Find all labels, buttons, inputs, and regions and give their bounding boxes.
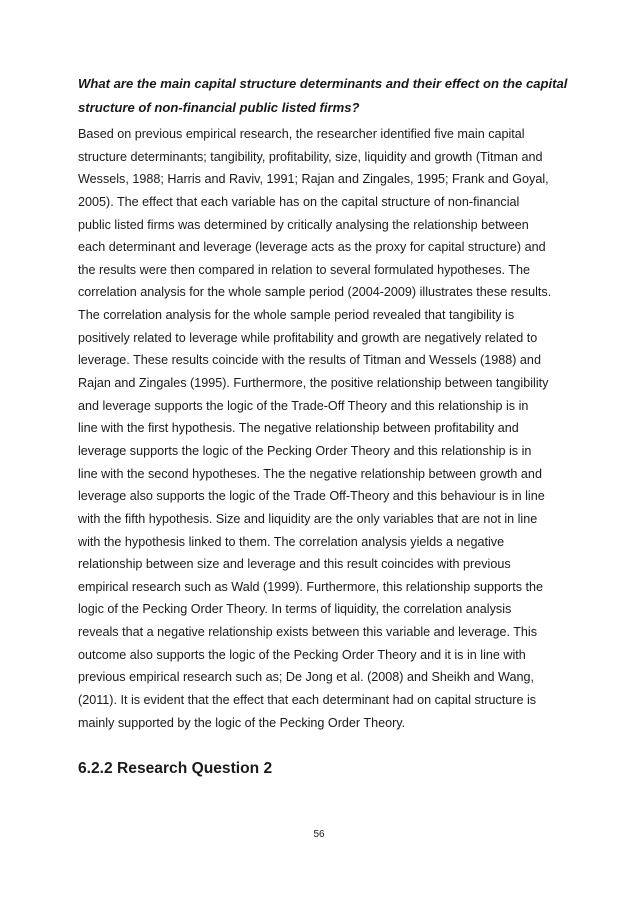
paragraph-line: with the fifth hypothesis. Size and liquidity are the only variables that are not in line bbox=[78, 511, 538, 526]
paragraph-line: leverage supports the logic of the Pecking Order Theory and this relationship is in bbox=[78, 443, 532, 458]
paragraph-line: correlation analysis for the whole sample period (2004-2009) illustrates these results. bbox=[78, 285, 552, 300]
paragraph-line: each determinant and leverage (leverage acts as the proxy for capital structure) and bbox=[78, 240, 546, 255]
paragraph-line: structure determinants; tangibility, profitability, size, liquidity and growth (Titman and bbox=[78, 149, 543, 164]
paragraph-line: and leverage supports the logic of the Trade-Off Theory and this relationship is in bbox=[78, 398, 529, 413]
body-paragraph bbox=[78, 123, 566, 734]
paragraph-line: 2005). The effect that each variable has on the capital structure of non-financial bbox=[78, 194, 520, 209]
paragraph-line: Rajan and Zingales (1995). Furthermore, the positive relationship between tangibility bbox=[78, 376, 549, 391]
paragraph-line: mainly supported by the logic of the Pecking Order Theory. bbox=[78, 715, 406, 730]
research-question-text bbox=[78, 72, 566, 119]
paragraph-line: leverage also supports the logic of the Trade Off-Theory and this behaviour is in line bbox=[78, 489, 545, 504]
section-heading: 6.2.2 Research Question 2 bbox=[78, 760, 273, 777]
paragraph-line: public listed firms was determined by critically analysing the relationship between bbox=[78, 217, 529, 232]
paragraph-line: leverage. These results coincide with the results of Titman and Wessels (1988) and bbox=[78, 353, 541, 368]
paragraph-line: The correlation analysis for the whole sample period revealed that tangibility is bbox=[78, 308, 515, 323]
paragraph-line: the results were then compared in relation to several formulated hypotheses. The bbox=[78, 262, 530, 277]
paragraph-line: line with the second hypotheses. The the negative relationship between growth and bbox=[78, 466, 542, 481]
paragraph-line: previous empirical research such as; De Jong et al. (2008) and Sheikh and Wang, bbox=[78, 670, 534, 685]
paragraph-line: logic of the Pecking Order Theory. In terms of liquidity, the correlation analysis bbox=[78, 602, 512, 617]
paragraph-line: positively related to leverage while profitability and growth are negatively related to bbox=[78, 330, 538, 345]
question-line: structure of non-financial public listed firms? bbox=[78, 99, 360, 115]
paragraph-line: line with the first hypothesis. The negative relationship between profitability and bbox=[78, 421, 519, 436]
page-number: 56 bbox=[313, 829, 325, 840]
paragraph-line: empirical research such as Wald (1999). Furthermore, this relationship supports the bbox=[78, 579, 544, 594]
question-line: What are the main capital structure determinants and their effect on the capital bbox=[78, 76, 568, 91]
paragraph-line: outcome also supports the logic of the Pecking Order Theory and it is in line with bbox=[78, 647, 526, 662]
paragraph-line: Wessels, 1988; Harris and Raviv, 1991; Rajan and Zingales, 1995; Frank and Goyal, bbox=[78, 172, 549, 187]
paragraph-line: (2011). It is evident that the effect that each determinant had on capital structure is bbox=[78, 693, 537, 708]
paragraph-line: reveals that a negative relationship exists between this variable and leverage. This bbox=[78, 625, 538, 640]
paragraph-line: relationship between size and leverage and this result coincides with previous bbox=[78, 557, 511, 572]
paragraph-line: Based on previous empirical research, the researcher identified five main capital bbox=[78, 127, 525, 141]
paragraph-line: with the hypothesis linked to them. The correlation analysis yields a negative bbox=[78, 534, 505, 549]
